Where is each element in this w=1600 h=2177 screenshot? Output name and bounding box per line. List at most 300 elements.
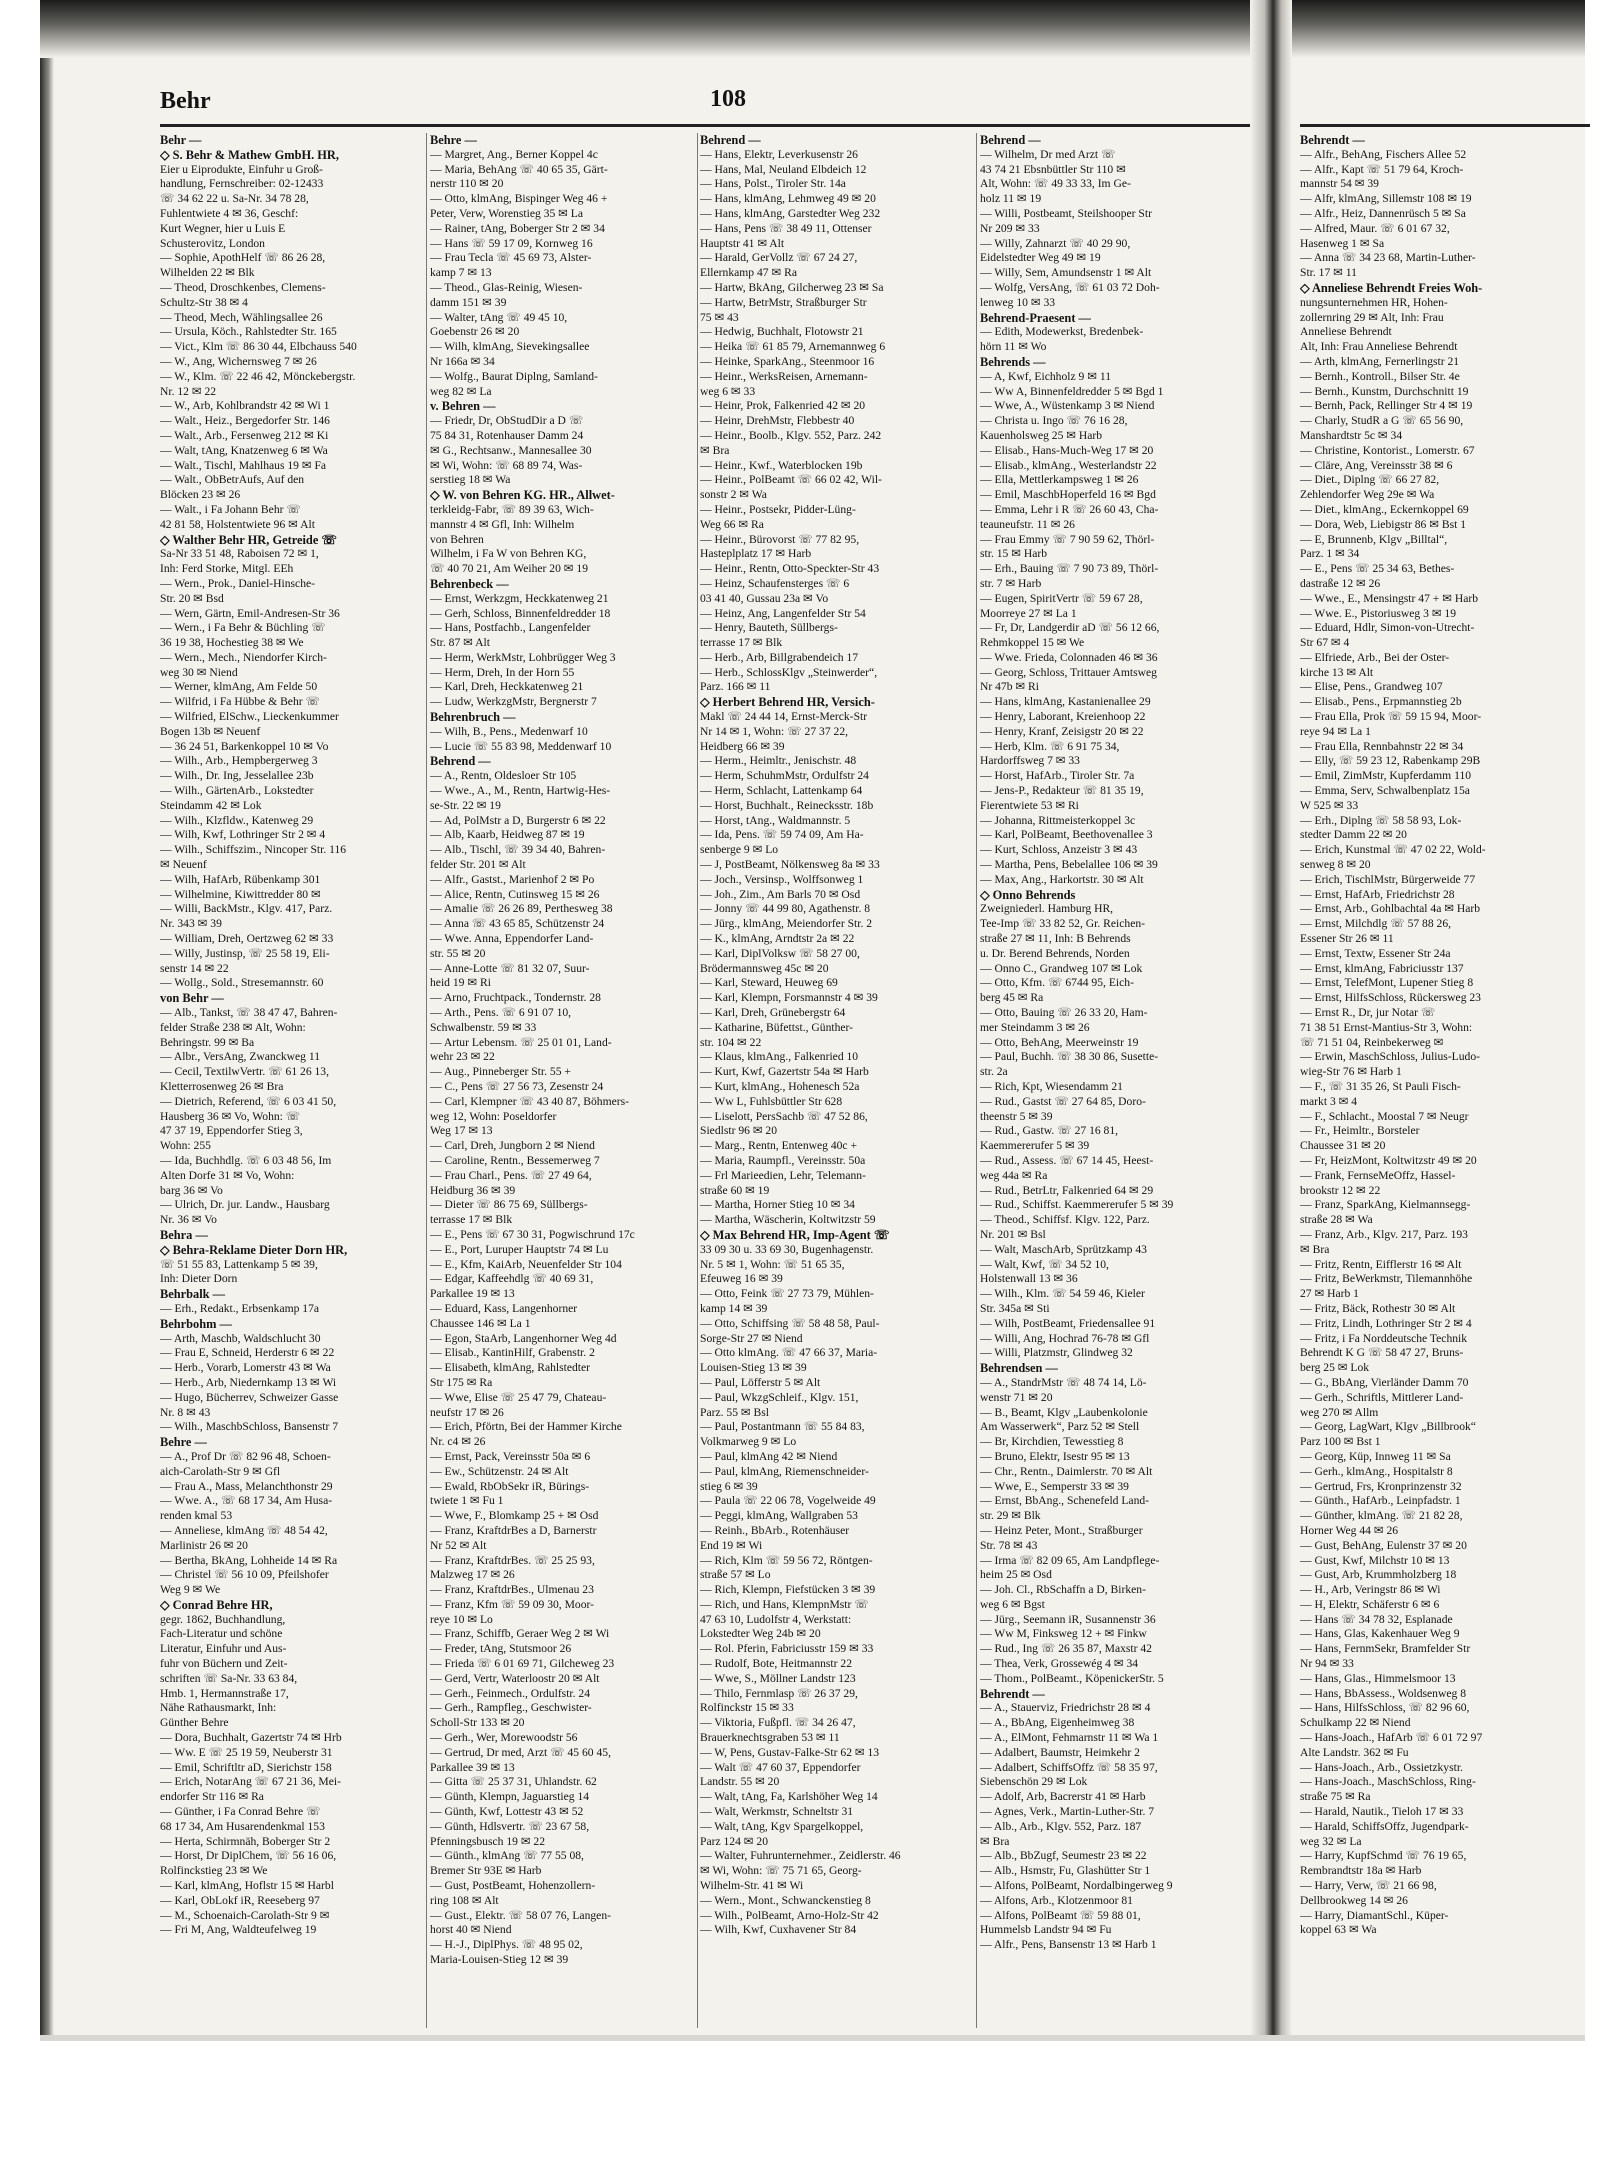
directory-entry-line: Pfenningsbusch 19 ✉ 22 [430, 1834, 546, 1848]
directory-entry-line: Bogen 13b ✉ Neuenf [160, 724, 261, 738]
directory-entry-line: — Hans ☏ 34 78 32, Esplanade [1300, 1612, 1453, 1626]
directory-entry-line: — Ww M, Finksweg 12 + ✉ Finkw [980, 1627, 1147, 1641]
directory-entry-line: — Wolfg, VersAng, ☏ 61 03 72 Doh- [980, 280, 1160, 294]
directory-entry-line: — Ernst R., Dr, jur Notar ☏ [1300, 1006, 1436, 1020]
directory-entry-line: — Frau Ella, Rennbahnstr 22 ✉ 34 [1300, 739, 1464, 753]
directory-entry-line: — Rud., Schiffst. Kaemmererufer 5 ✉ 39 [980, 1198, 1174, 1212]
directory-entry-line: — Alfons, PolBeamt ☏ 59 88 01, [980, 1908, 1141, 1922]
directory-entry-line: — Bernh, Pack, Rellinger Str 4 ✉ 19 [1300, 399, 1473, 413]
directory-entry-line: Kletterrosenweg 26 ✉ Bra [160, 1080, 284, 1093]
directory-entry-line: — Albr., VersAng, Zwanckweg 11 [160, 1050, 321, 1064]
directory-entry-line: — Walt, Kwf, ☏ 34 52 10, [980, 1257, 1109, 1271]
directory-entry-line: — Lucie ☏ 55 83 98, Meddenwarf 10 [430, 739, 612, 753]
directory-entry-line: — Ursula, Köch., Rahlstedter Str. 165 [160, 325, 337, 339]
directory-entry-line: — Kurt, Schloss, Anzeistr 3 ✉ 43 [980, 843, 1138, 857]
running-head: Behr [160, 88, 211, 114]
directory-entry-line: — Emil, ZimMstr, Kupferdamm 110 [1300, 769, 1472, 783]
directory-entry-line: — Heika ☏ 61 85 79, Arnemannweg 6 [700, 340, 886, 354]
directory-entry-line: — Fr, HeizMont, Koltwitzstr 49 ✉ 20 [1300, 1153, 1477, 1167]
directory-entry-line: ◇ W. von Behren KG. HR., Allwet- [430, 488, 615, 503]
directory-entry-line: — Fri M, Ang, Waldteufelweg 19 [160, 1923, 317, 1937]
directory-entry-line: — Heinr, Prok, Falkenried 42 ✉ 20 [700, 399, 866, 413]
directory-entry-line: — Edgar, Kaffeehdlg ☏ 40 69 31, [430, 1272, 594, 1286]
directory-entry-line: — Gust, BehAng, Eulenstr 37 ✉ 20 [1300, 1538, 1467, 1552]
directory-entry-line: — Margret, Ang., Berner Koppel 4c [430, 147, 598, 161]
directory-entry-line: — Herm, Schlacht, Lattenkamp 64 [700, 784, 863, 798]
directory-entry-line: — Wilh., GärtenArb., Lokstedter [160, 784, 314, 798]
directory-entry-line: — Frau A., Mass, Melanchthonstr 29 [160, 1479, 333, 1493]
directory-entry-line: Nr 209 ✉ 33 [980, 221, 1040, 235]
directory-entry-line: 27 ✉ Harb 1 [1300, 1287, 1359, 1301]
directory-entry-line: Kauenholsweg 25 ✉ Harb [980, 428, 1103, 442]
directory-entry-line: — Dieter ☏ 86 75 69, Süllbergs- [430, 1198, 588, 1212]
directory-entry-line: — Eugen, SpiritVertr ☏ 59 67 28, [980, 591, 1143, 605]
directory-entry-line: — Thom., PolBeamt., KöpenickerStr. 5 [980, 1671, 1164, 1685]
directory-entry-line: — Ida, Buchhdlg. ☏ 6 03 48 56, Im [160, 1153, 332, 1167]
directory-entry-line: — Erwin, MaschSchloss, Julius-Ludo- [1300, 1050, 1481, 1064]
directory-entry-line: — Bernh., Kontroll., Bilser Str. 4e [1300, 369, 1460, 383]
directory-entry-line: — Johanna, Rittmeisterkoppel 3c [980, 813, 1136, 827]
directory-entry-line: Str. 345a ✉ Sti [980, 1301, 1050, 1315]
directory-entry-line: v. Behren — [430, 399, 496, 414]
directory-entry-line: Parz. 166 ✉ 11 [700, 680, 771, 694]
directory-entry-line: — Wwe, Elise ☏ 25 47 79, Chateau- [430, 1390, 607, 1404]
directory-entry-line: — Theod., Schiffsf. Klgv. 122, Parz. [980, 1213, 1150, 1227]
directory-entry-line: lenweg 10 ✉ 33 [980, 295, 1056, 309]
directory-entry-line: — Elisab., KantinHilf, Grabenstr. 2 [430, 1346, 595, 1360]
directory-entry-line: — Franz, Kfm ☏ 59 09 30, Moor- [430, 1597, 594, 1611]
directory-entry-line: Parkallee 39 ✉ 13 [430, 1760, 515, 1774]
directory-entry-line: — Wollg., Sold., Stresemannstr. 60 [160, 976, 324, 990]
directory-entry-line: — Willi, Postbeamt, Steilshooper Str [980, 206, 1152, 220]
directory-entry-line: — Klaus, klmAng., Falkenried 10 [700, 1050, 859, 1064]
directory-entry-line: ✉ Wi, Wohn: ☏ 75 71 65, Georg- [700, 1864, 862, 1878]
directory-entry-line: senberge 9 ✉ Lo [700, 843, 779, 857]
directory-entry-line: — Gerh., Schriftls, Mittlerer Land- [1300, 1390, 1464, 1404]
directory-entry-line: — Gust., Elektr. ☏ 58 07 76, Langen- [430, 1908, 611, 1922]
directory-entry-line: — Harald, SchiffsOffz, Jugendpark- [1300, 1819, 1469, 1833]
directory-entry-line: — Jens-P., Redakteur ☏ 81 35 19, [980, 784, 1144, 798]
directory-entry-line: — Kurt, Kwf, Gazertstr 54a ✉ Harb [700, 1065, 869, 1079]
directory-entry-line: — Wilh, HafArb, Rübenkamp 301 [160, 872, 321, 886]
directory-entry-line: schriften ☏ Sa-Nr. 33 63 84, [160, 1671, 298, 1685]
directory-entry-line: — Karl, Dreh, Grünebergstr 64 [700, 1006, 846, 1020]
directory-entry-line: mannstr 54 ✉ 39 [1300, 177, 1379, 191]
directory-entry-line: — Erh., Diplng ☏ 58 58 93, Lok- [1300, 813, 1462, 827]
directory-entry-line: 68 17 34, Am Husarendenkmal 153 [160, 1819, 325, 1833]
scan-bottom-edge [40, 2035, 1585, 2041]
directory-entry-line: — Walt, Werkmstr, Schneltstr 31 [700, 1805, 854, 1819]
directory-entry-line: str. 29 ✉ Blk [980, 1509, 1041, 1523]
directory-entry-line: markt 3 ✉ 4 [1300, 1094, 1358, 1108]
directory-entry-line: handlung, Fernschreiber: 02-12433 [160, 177, 324, 191]
directory-entry-line: straße 75 ✉ Ra [1300, 1790, 1371, 1804]
directory-entry-line: Behrendt — [1300, 133, 1365, 147]
directory-entry-line: — Hans, Polst., Tiroler Str. 14a [700, 177, 846, 191]
directory-entry-line: Nr 52 ✉ Alt [430, 1538, 487, 1552]
directory-entry-line: — J, PostBeamt, Nölkensweg 8a ✉ 33 [700, 858, 880, 872]
directory-entry-line: — A., Rentn, Oldesloer Str 105 [430, 769, 577, 783]
directory-column-3 [700, 133, 964, 2033]
directory-entry-line: Siebenschön 29 ✉ Lok [980, 1775, 1088, 1789]
directory-entry-line: Heidberg 66 ✉ 39 [700, 739, 785, 753]
directory-entry-line: — Anna ☏ 34 23 68, Martin-Luther- [1300, 251, 1476, 265]
directory-entry-line: — Maria, Raumpfl., Vereinsstr. 50a [700, 1153, 866, 1167]
directory-entry-line: — Wwe., A., M., Rentn, Hartwig-Hes- [430, 784, 611, 798]
directory-entry-line: — Frau Ella, Prok ☏ 59 15 94, Moor- [1300, 710, 1482, 724]
directory-entry-line: — Franz, KraftdrBes. ☏ 25 25 93, [430, 1553, 595, 1567]
directory-entry-line: koppel 63 ✉ Wa [1300, 1923, 1377, 1937]
directory-entry-line: Heidburg 36 ✉ 39 [430, 1183, 516, 1197]
directory-entry-line: — Hans, Pens ☏ 38 49 11, Ottenser [700, 221, 872, 235]
directory-entry-line: — Wwe, S., Möllner Landstr 123 [700, 1671, 856, 1685]
page-number: 108 [710, 86, 746, 112]
directory-entry-line: — Rud., Assess. ☏ 67 14 45, Heest- [980, 1153, 1154, 1167]
directory-entry-line: — Hans ☏ 59 17 09, Kornweg 16 [430, 236, 593, 250]
directory-entry-line: Efeuweg 16 ✉ 39 [700, 1272, 783, 1286]
directory-entry-line: — Wern., Mont., Schwanckenstieg 8 [700, 1893, 871, 1907]
directory-entry-line: — Walt., i Fa Johann Behr ☏ [160, 502, 301, 516]
directory-entry-line: holz 11 ✉ 19 [980, 192, 1042, 206]
directory-entry-line: Str 175 ✉ Ra [430, 1375, 493, 1389]
directory-entry-line: renden kmal 53 [160, 1509, 233, 1523]
directory-entry-line: Ellernkamp 47 ✉ Ra [700, 266, 797, 280]
directory-entry-line: reye 10 ✉ Lo [430, 1612, 493, 1626]
directory-entry-line: — Harry, Verw, ☏ 21 66 98, [1300, 1879, 1437, 1893]
directory-entry-line: Hausberg 36 ✉ Vo, Wohn: ☏ [160, 1109, 301, 1123]
directory-entry-line: ring 108 ✉ Alt [430, 1893, 499, 1907]
directory-entry-line: straße 60 ✉ 19 [700, 1183, 770, 1197]
directory-entry-line: Wilhelm-Str. 41 ✉ Wi [700, 1879, 804, 1893]
directory-entry-line: — H.-J., DiplPhys. ☏ 48 95 02, [430, 1938, 583, 1952]
column-divider [697, 133, 698, 2028]
directory-entry-line: — Hans, HilfsSchloss, ☏ 82 96 60, [1300, 1701, 1470, 1715]
directory-entry-line: — Alfr., Kapt ☏ 51 79 64, Kroch- [1300, 162, 1464, 176]
directory-entry-line: — Thilo, Fernmlasp ☏ 26 37 29, [700, 1686, 858, 1700]
directory-entry-line: von Behr — [160, 991, 224, 1006]
directory-entry-line: Blöcken 23 ✉ 26 [160, 488, 241, 502]
directory-entry-line: — Paul, WkzgSchleif., Klgv. 151, [700, 1390, 859, 1404]
directory-entry-line: — Wilhelmine, Kiwittredder 80 ✉ [160, 887, 321, 901]
directory-entry-line: Rembrandtstr 18a ✉ Harb [1300, 1864, 1422, 1878]
directory-entry-line: — Maria, BehAng ☏ 40 65 35, Gärt- [430, 162, 608, 176]
directory-entry-line: — Heinr, DrehMstr, Flebbestr 40 [700, 414, 855, 428]
directory-entry-line: terrasse 17 ✉ Blk [430, 1213, 513, 1227]
directory-entry-line: — Max, Ang., Harkortstr. 30 ✉ Alt [980, 872, 1144, 886]
directory-entry-line: — Thea, Verk, Grossewég 4 ✉ 34 [980, 1657, 1139, 1671]
directory-entry-line: — Alfr., BehAng, Fischers Allee 52 [1300, 147, 1467, 161]
directory-column-1 [160, 133, 422, 2033]
directory-entry-line: — Alb., Tischl, ☏ 39 34 40, Bahren- [430, 843, 606, 857]
directory-entry-line: Nr 47b ✉ Ri [980, 680, 1039, 694]
directory-entry-line: — Rud., Gastw. ☏ 27 16 81, [980, 1124, 1119, 1138]
directory-entry-line: — Theod., Glas-Reinig, Wiesen- [430, 280, 583, 294]
directory-entry-line: — Herb, Klm. ☏ 6 91 75 34, [980, 739, 1120, 753]
directory-entry-line: terrasse 17 ✉ Blk [700, 636, 783, 650]
directory-entry-line: berg 45 ✉ Ra [980, 991, 1044, 1005]
directory-entry-line: — Wwe. Frieda, Colonnaden 46 ✉ 36 [980, 650, 1158, 664]
directory-entry-line: — Herb., Vorarb, Lomerstr 43 ✉ Wa [160, 1361, 331, 1375]
directory-entry-line: — A., Stauerviz, Friedrichstr 28 ✉ 4 [980, 1701, 1151, 1715]
directory-entry-line: — Herb., Arb, Billgrabendeich 17 [700, 650, 859, 664]
directory-entry-line: horst 40 ✉ Niend [430, 1923, 512, 1937]
directory-entry-line: — Alfr., Heiz, Dannenrüsch 5 ✉ Sa [1300, 206, 1466, 220]
directory-entry-line: Behra — [160, 1227, 208, 1242]
directory-entry-line: — Jürg., Seemann iR, Susannenstr 36 [980, 1612, 1156, 1626]
directory-entry-line: — Frank, FernseMeOffz, Hassel- [1300, 1168, 1456, 1182]
directory-entry-line: — Alb., Tankst, ☏ 38 47 47, Bahren- [160, 1006, 338, 1020]
directory-entry-line: — Herm, SchuhmMstr, Ordulfstr 24 [700, 769, 869, 783]
directory-entry-line: Hasteplplatz 17 ✉ Harb [700, 547, 812, 561]
scan-edge-shadow-top [40, 0, 1585, 58]
directory-entry-line: — Henry, Laborant, Kreienhoop 22 [980, 710, 1146, 724]
directory-entry-line: — Alb., Hsmstr, Fu, Glashütter Str 1 [980, 1864, 1151, 1878]
directory-entry-line: — Elly, ☏ 59 23 12, Rabenkamp 29B [1300, 754, 1481, 768]
directory-entry-line: — Aug., Pinneberger Str. 55 + [430, 1065, 571, 1079]
directory-column-2 [430, 133, 694, 2033]
directory-entry-line: ◇ Conrad Behre HR, [160, 1597, 273, 1612]
directory-entry-line: — Chr., Rentn., Daimlerstr. 70 ✉ Alt [980, 1464, 1153, 1478]
directory-entry-line: serstieg 18 ✉ Wa [430, 473, 511, 487]
directory-entry-line: — Fritz, i Fa Norddeutsche Technik [1300, 1331, 1468, 1345]
directory-entry-line: Literatur, Einfuhr und Aus- [160, 1642, 287, 1656]
directory-entry-line: Behrenbeck — [430, 576, 509, 591]
directory-entry-line: — Fritz, Lindh, Lothringer Str 2 ✉ 4 [1300, 1316, 1472, 1330]
directory-entry-line: — Georg, Küp, Innweg 11 ✉ Sa [1300, 1449, 1451, 1463]
directory-entry-line: u. Dr. Berend Behrends, Norden [980, 946, 1130, 960]
directory-entry-line: — Karl, Klempn, Forsmannstr 4 ✉ 39 [700, 991, 878, 1005]
directory-entry-line: heim 25 ✉ Osd [980, 1568, 1052, 1582]
directory-entry-line: Alte Landstr. 362 ✉ Fu [1300, 1745, 1409, 1759]
directory-entry-line: — F., Schlacht., Moostal 7 ✉ Neugr [1300, 1109, 1469, 1123]
directory-entry-line: 75 84 31, Rotenhauser Damm 24 [430, 428, 584, 442]
directory-entry-line: — Arth., Pens. ☏ 6 91 07 10, [430, 1006, 572, 1020]
directory-entry-line: — William, Dreh, Oertzweg 62 ✉ 33 [160, 932, 334, 946]
directory-entry-line: terkleidg-Fabr, ☏ 89 39 63, Wich- [430, 502, 594, 516]
directory-entry-line: — Walt ☏ 47 60 37, Eppendorfer [700, 1760, 861, 1774]
directory-entry-line: — Hans, Glas, Kakenhauer Weg 9 [1300, 1627, 1460, 1641]
directory-entry-line: Nr. 8 ✉ 43 [160, 1405, 211, 1419]
directory-entry-line: — Alb., Arb., Klgv. 552, Parz. 187 [980, 1819, 1142, 1833]
directory-entry-line: — Wwe. A., ☏ 68 17 34, Am Husa- [160, 1494, 333, 1508]
directory-entry-line: — B., Beamt, Klgv „Laubenkolonie [980, 1405, 1148, 1419]
directory-entry-line: — Wilh, Kwf, Lothringer Str 2 ✉ 4 [160, 828, 326, 842]
directory-entry-line: — Jürg., klmAng, Meiendorfer Str. 2 [700, 917, 873, 931]
directory-entry-line: mannstr 4 ✉ Gfl, Inh: Wilhelm [430, 517, 575, 531]
directory-entry-line: Chaussee 31 ✉ 20 [1300, 1139, 1386, 1153]
directory-entry-line: — Adalbert, Baumstr, Heimkehr 2 [980, 1745, 1140, 1759]
directory-entry-line: Rehmkoppel 15 ✉ We [980, 636, 1085, 650]
directory-entry-line: — Diet., klmAng., Eckernkoppel 69 [1300, 502, 1469, 516]
directory-entry-line: felder Str. 201 ✉ Alt [430, 858, 526, 872]
book-gutter-shadow [1250, 0, 1292, 2035]
directory-entry-line: — Ernst, TelefMont, Lupener Stieg 8 [1300, 976, 1474, 990]
directory-entry-line: — Otto, BehAng, Meerweinstr 19 [980, 1035, 1139, 1049]
directory-entry-line: — Gerd, Vertr, Waterloostr 20 ✉ Alt [430, 1671, 600, 1685]
directory-entry-line: Parz. 1 ✉ 34 [1300, 547, 1360, 561]
directory-entry-line: — Frau E, Schneid, Herderstr 6 ✉ 22 [160, 1346, 335, 1360]
directory-entry-line: Behrend — [700, 133, 761, 147]
directory-entry-line: — Theod, Mech, Wählingsallee 26 [160, 310, 323, 324]
directory-entry-line: — M., Schoenaich-Carolath-Str 9 ✉ [160, 1908, 330, 1922]
directory-entry-line: — Eduard, Kass, Langenhorner [430, 1301, 578, 1315]
directory-entry-line: ✉ Bra [700, 443, 730, 457]
directory-entry-line: — Wilh., MaschbSchloss, Bansenstr 7 [160, 1420, 339, 1434]
directory-entry-line: Marlinistr 26 ✉ 20 [160, 1538, 248, 1552]
directory-entry-line: Behrbalk — [160, 1287, 226, 1302]
directory-entry-line: 71 38 51 Ernst-Mantius-Str 3, Wohn: [1300, 1020, 1473, 1034]
directory-entry-line: — Herm, Dreh, In der Horn 55 [430, 665, 575, 679]
directory-entry-line: — Emma, Lehr i R ☏ 26 60 43, Cha- [980, 502, 1159, 516]
directory-entry-line: — Adolf, Arb, Bacrerstr 41 ✉ Harb [980, 1790, 1146, 1804]
directory-entry-line: Rolfinckstr 15 ✉ 33 [700, 1701, 794, 1715]
directory-entry-line: — Horst, Dr DiplChem, ☏ 56 16 06, [160, 1849, 337, 1863]
directory-entry-line: Brauerknechtsgraben 53 ✉ 11 [700, 1731, 840, 1745]
directory-entry-line: — Heinz, Ang, Langenfelder Str 54 [700, 606, 866, 620]
directory-entry-line: Siedlstr 96 ✉ 20 [700, 1124, 778, 1138]
directory-entry-line: — Peggi, klmAng, Wallgraben 53 [700, 1509, 858, 1523]
directory-entry-line: — Horst, tAng., Waldmannstr. 5 [700, 813, 851, 827]
directory-entry-line: theenstr 5 ✉ 39 [980, 1109, 1053, 1123]
directory-entry-line: — Heinr., Postsekr, Pidder-Lüng- [700, 502, 856, 516]
directory-entry-line: — Wilfrid, i Fa Hübbe & Behr ☏ [160, 695, 321, 709]
directory-entry-line: — Elisab., klmAng., Westerlandstr 22 [980, 458, 1157, 472]
directory-entry-line: — W, Pens, Gustav-Falke-Str 62 ✉ 13 [700, 1745, 880, 1759]
directory-entry-line: — Walt, MaschArb, Sprützkamp 43 [980, 1242, 1147, 1256]
directory-entry-line: — Hans, BbAssess., Woldsenweg 8 [1300, 1686, 1466, 1700]
directory-entry-line: — E., Pens ☏ 25 34 63, Bethes- [1300, 562, 1455, 576]
directory-entry-line: — Georg, Schloss, Trittauer Amtsweg [980, 665, 1157, 679]
directory-entry-line: Nr. c4 ✉ 26 [430, 1435, 486, 1449]
directory-entry-line: — Hans, klmAng, Kastanienallee 29 [980, 695, 1151, 709]
directory-entry-line: — Ewald, RbObSekr iR, Bürings- [430, 1479, 590, 1493]
directory-entry-line: — Wilh, klmAng, Sievekingsallee [430, 340, 590, 354]
directory-entry-line: — Christel ☏ 56 10 09, Pfeilshofer [160, 1568, 329, 1582]
directory-entry-line: — Alfr., Pens, Bansenstr 13 ✉ Harb 1 [980, 1938, 1157, 1952]
directory-entry-line: — Willi, Ang, Hochrad 76-78 ✉ Gfl [980, 1331, 1150, 1345]
directory-entry-line: — Paul, klmAng 42 ✉ Niend [700, 1449, 838, 1463]
directory-entry-line: — Werner, klmAng, Am Felde 50 [160, 680, 318, 694]
directory-entry-line: wehr 23 ✉ 22 [430, 1050, 495, 1064]
directory-entry-line: — Cecil, TextilwVertr. ☏ 61 26 13, [160, 1065, 330, 1079]
directory-entry-line: — W., Ang, Wichernsweg 7 ✉ 26 [160, 354, 317, 368]
directory-entry-line: — Hedwig, Buchhalt, Flotowstr 21 [700, 325, 864, 339]
directory-entry-line: Bremer Str 93E ✉ Harb [430, 1864, 542, 1878]
directory-entry-line: — Viktoria, Fußpfl. ☏ 34 26 47, [700, 1716, 856, 1730]
directory-entry-line: — Walt., ObBetrAufs, Auf den [160, 473, 305, 487]
directory-entry-line: — Wilh., Klzfldw., Katenweg 29 [160, 813, 314, 827]
directory-entry-line: — Alfons, Arb., Klotzenmoor 81 [980, 1893, 1133, 1907]
directory-entry-line: Weg 17 ✉ 13 [430, 1124, 493, 1138]
directory-entry-line: — Anna ☏ 43 65 85, Schützenstr 24 [430, 917, 605, 931]
directory-entry-line: — Dora, Buchhalt, Gazertstr 74 ✉ Hrb [160, 1731, 342, 1745]
directory-entry-line: — Freder, tAng, Stutsmoor 26 [430, 1642, 572, 1656]
directory-entry-line: Kaemmererufer 5 ✉ 39 [980, 1139, 1090, 1153]
directory-entry-line: — Erich, NotarAng ☏ 67 21 36, Mei- [160, 1775, 341, 1789]
directory-entry-line: fuhr von Büchern und Zeit- [160, 1657, 288, 1671]
directory-entry-line: — Willy, Zahnarzt ☏ 40 29 90, [980, 236, 1131, 250]
directory-entry-line: — Wilh., Schiffszim., Nincoper Str. 116 [160, 843, 347, 857]
directory-entry-line: Manshardtstr 5c ✉ 34 [1300, 428, 1403, 442]
directory-entry-line: Str 67 ✉ 4 [1300, 636, 1350, 650]
directory-entry-line: Fuhlentwiete 4 ✉ 36, Geschf: [160, 206, 299, 220]
directory-entry-line: — Heinr., Boolb., Klgv. 552, Parz. 242 [700, 428, 882, 442]
directory-entry-line: — Alb., BbZugf, Seumestr 23 ✉ 22 [980, 1849, 1147, 1863]
directory-entry-line: — Gerh., klmAng., Hospitalstr 8 [1300, 1464, 1453, 1478]
directory-entry-line: Behrbohm — [160, 1316, 232, 1331]
directory-entry-line: — Wilh., Dr. Ing, Jesselallee 23b [160, 769, 314, 783]
directory-entry-line: Nr. 5 ✉ 1, Wohn: ☏ 51 65 35, [700, 1257, 845, 1271]
directory-entry-line: Nr. 36 ✉ Vo [160, 1213, 217, 1227]
directory-entry-line: barg 36 ✉ Vo [160, 1183, 223, 1197]
directory-entry-line: weg 12, Wohn: Poseldorfer [430, 1109, 557, 1123]
directory-entry-line: ◇ Anneliese Behrendt Freies Woh- [1300, 280, 1483, 295]
directory-entry-line: — Walt, tAng, Fa, Karlshöher Weg 14 [700, 1790, 878, 1804]
directory-entry-line: — Egon, StaArb, Langenhorner Weg 4d [430, 1331, 617, 1345]
directory-entry-line: — A., ElMont, Fehmarnstr 11 ✉ Wa 1 [980, 1731, 1159, 1745]
directory-entry-line: Nr. 343 ✉ 39 [160, 917, 222, 931]
directory-entry-line: Tee-Imp ☏ 33 82 52, Gr. Reichen- [980, 917, 1146, 931]
directory-entry-line: — Otto, klmAng, Bispinger Weg 46 + [430, 192, 608, 206]
directory-entry-line: — Hans-Joach., MaschSchloss, Ring- [1300, 1775, 1476, 1789]
directory-entry-line: — Emil, MaschbHoperfeld 16 ✉ Bgd [980, 488, 1156, 502]
directory-entry-line: Alt, Wohn: ☏ 49 33 33, Im Ge- [980, 177, 1131, 191]
directory-entry-line: — Martha, Horner Stieg 10 ✉ 34 [700, 1198, 855, 1212]
page-header [160, 86, 1250, 122]
directory-entry-line: — Liselott, PersSachb ☏ 47 52 86, [700, 1109, 868, 1123]
directory-entry-line: — Franz, KraftdrBes a D, Barnerstr [430, 1523, 597, 1537]
directory-entry-line: Behrendsen — [980, 1361, 1058, 1376]
directory-entry-line: Fach-Literatur und schöne [160, 1627, 283, 1641]
directory-entry-line: — Hugo, Bücherrev, Schweizer Gasse [160, 1390, 339, 1404]
directory-entry-line: ☏ 40 70 21, Am Weiher 20 ✉ 19 [430, 562, 588, 576]
directory-entry-line: — Ww L, Fuhlsbüttler Str 628 [700, 1094, 843, 1108]
directory-entry-line: — Rich, Klm ☏ 59 56 72, Röntgen- [700, 1553, 873, 1567]
directory-entry-line: — Herta, Schirmnäh, Boberger Str 2 [160, 1834, 331, 1848]
directory-entry-line: — Ew., Schützenstr. 24 ✉ Alt [430, 1464, 569, 1478]
directory-entry-line: — Herm, WerkMstr, Lohbrügger Weg 3 [430, 650, 616, 664]
directory-entry-line: senstr 14 ✉ 22 [160, 961, 229, 975]
directory-entry-line: Str. 87 ✉ Alt [430, 636, 490, 650]
directory-entry-line: weg 6 ✉ 33 [700, 384, 756, 398]
directory-entry-line: hörn 11 ✉ Wo [980, 340, 1047, 354]
directory-entry-line: — Karl, ObLokf iR, Reeseberg 97 [160, 1893, 320, 1907]
directory-entry-line: — Hans, FernmSekr, Bramfelder Str [1300, 1642, 1471, 1656]
directory-entry-line: — Ulrich, Dr. jur. Landw., Hausbarg [160, 1198, 330, 1212]
directory-entry-line: — Heinr., WerksReisen, Arnemann- [700, 369, 868, 383]
directory-entry-line: — W., Arb, Kohlbrandstr 42 ✉ Wi 1 [160, 399, 330, 413]
directory-entry-line: — Diet., Diplng ☏ 66 27 82, [1300, 473, 1440, 487]
directory-entry-line: nungsunternehmen HR, Hohen- [1300, 295, 1448, 309]
directory-entry-line: — Wern., Prok., Daniel-Hinsche- [160, 576, 316, 590]
directory-entry-line: — Franz, Arb., Klgv. 217, Parz. 193 [1300, 1227, 1468, 1241]
directory-entry-line: weg 44a ✉ Ra [980, 1168, 1048, 1182]
directory-entry-line: Parz. 55 ✉ Bsl [700, 1405, 769, 1419]
directory-entry-line: Schultz-Str 38 ✉ 4 [160, 295, 248, 309]
directory-entry-line: — Wern., i Fa Behr & Büchling ☏ [160, 621, 326, 635]
directory-entry-line: teauneufstr. 11 ✉ 26 [980, 517, 1075, 531]
directory-entry-line: W 525 ✉ 33 [1300, 798, 1359, 812]
directory-entry-line: — Erh., Redakt., Erbsenkamp 17a [160, 1301, 320, 1315]
directory-entry-line: — Karl, Dreh, Heckkatenweg 21 [430, 680, 584, 694]
directory-entry-line: Inh: Ferd Storke, Mitgl. EEh [160, 562, 294, 576]
directory-entry-line: Schulkamp 22 ✉ Niend [1300, 1716, 1411, 1730]
directory-entry-line: se-Str. 22 ✉ 19 [430, 798, 501, 812]
directory-entry-line: — Irma ☏ 82 09 65, Am Landpflege- [980, 1553, 1160, 1567]
header-rule [160, 124, 1250, 127]
directory-entry-line: — H., Arb, Veringstr 86 ✉ Wi [1300, 1583, 1441, 1597]
directory-entry-line: — Heinz Peter, Mont., Straßburger [980, 1523, 1143, 1537]
